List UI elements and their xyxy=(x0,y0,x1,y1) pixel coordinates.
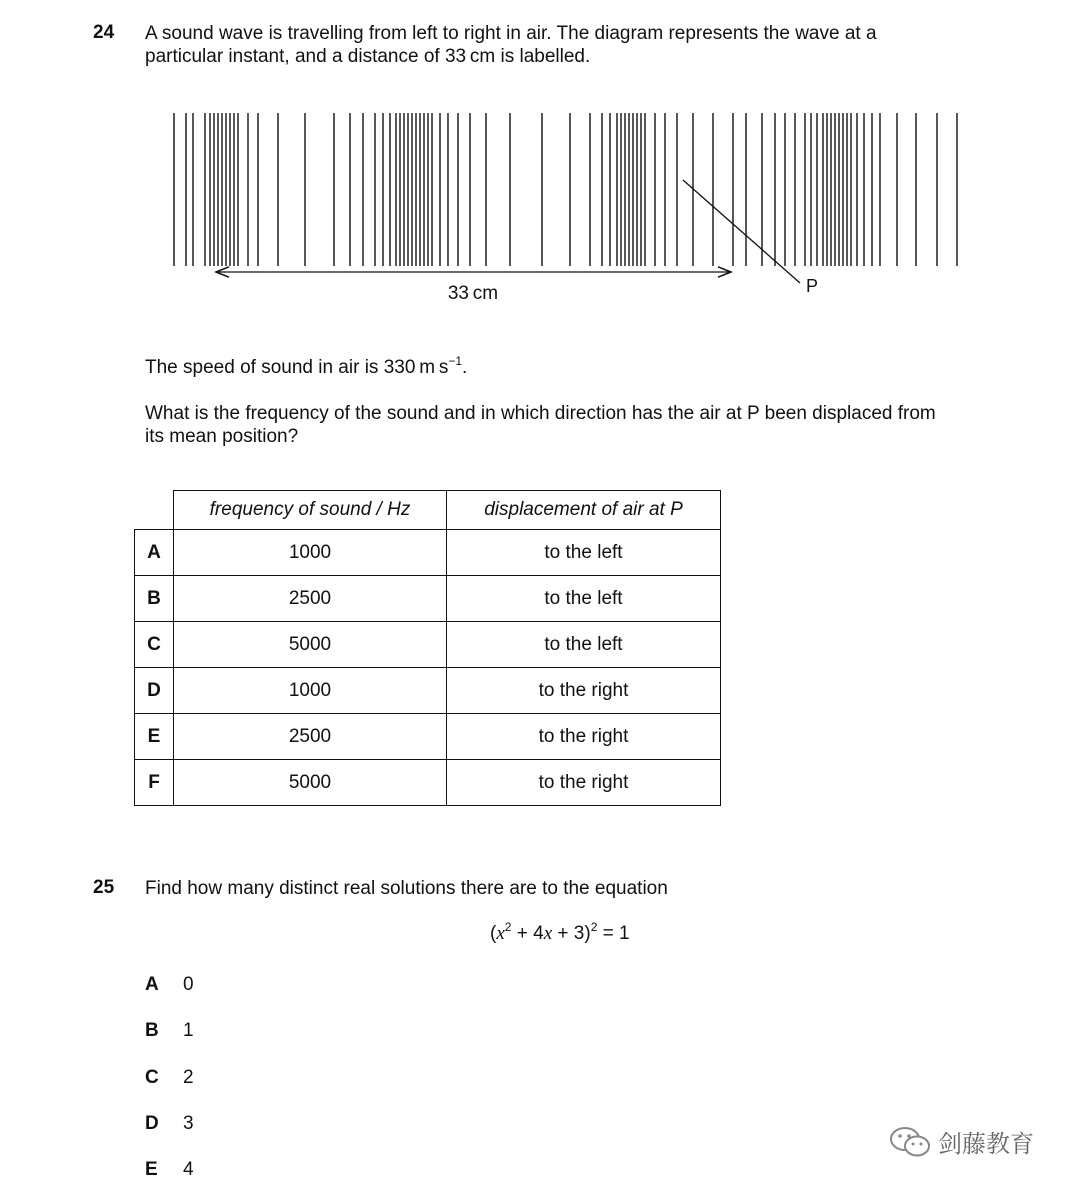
table-corner xyxy=(135,491,174,530)
table-row[interactable] xyxy=(135,714,721,760)
choice-letter: D xyxy=(145,1113,159,1134)
choice-d[interactable] xyxy=(145,1113,194,1135)
option-displacement: to the right xyxy=(447,668,721,714)
header-frequency: frequency of sound / Hz xyxy=(174,491,447,530)
choice-value: 3 xyxy=(183,1113,194,1134)
choice-value: 4 xyxy=(183,1159,194,1180)
option-letter: A xyxy=(135,530,174,576)
option-frequency: 2500 xyxy=(174,576,447,622)
choice-a[interactable] xyxy=(145,974,194,996)
watermark xyxy=(888,1124,1034,1159)
choice-c[interactable] xyxy=(145,1067,194,1089)
speed-period: . xyxy=(462,357,468,378)
eq-exp2: 2 xyxy=(590,919,598,934)
p-pointer-line xyxy=(683,180,800,283)
option-displacement: to the right xyxy=(447,760,721,806)
choice-value: 0 xyxy=(183,974,194,995)
choice-letter: B xyxy=(145,1020,159,1041)
choice-letter: C xyxy=(145,1067,159,1088)
table-row[interactable] xyxy=(135,622,721,668)
sound-wave-diagram xyxy=(0,0,1080,330)
eq-tail: + 3) xyxy=(552,923,591,944)
option-letter: F xyxy=(135,760,174,806)
choice-b[interactable] xyxy=(145,1020,194,1042)
compression-rarefaction-lines xyxy=(174,113,957,266)
eq-x1: x xyxy=(496,923,505,944)
question-number-25: 25 xyxy=(93,877,115,898)
option-frequency: 2500 xyxy=(174,714,447,760)
eq-x2: x xyxy=(543,923,553,944)
eq-open: ( xyxy=(490,923,497,944)
speed-text: The speed of sound in air is 330 m s xyxy=(145,357,449,378)
watermark-text: 剑藤教育 xyxy=(938,1131,1034,1158)
option-frequency: 5000 xyxy=(174,760,447,806)
wechat-icon xyxy=(888,1125,932,1159)
choice-letter: E xyxy=(145,1159,158,1180)
option-displacement: to the left xyxy=(447,622,721,668)
prompt-line-2: its mean position? xyxy=(145,426,299,447)
eq-rhs: = 1 xyxy=(597,923,630,944)
equation xyxy=(490,919,630,945)
point-p-label: P xyxy=(806,276,819,296)
question-number-24: 24 xyxy=(93,22,115,43)
answer-options-table xyxy=(134,490,721,806)
question-25-text: Find how many distinct real solutions there are to the equation xyxy=(145,878,668,899)
option-frequency: 5000 xyxy=(174,622,447,668)
choice-letter: A xyxy=(145,974,159,995)
choice-value: 2 xyxy=(183,1067,194,1088)
option-displacement: to the right xyxy=(447,714,721,760)
table-row[interactable] xyxy=(135,668,721,714)
option-displacement: to the left xyxy=(447,576,721,622)
option-letter: D xyxy=(135,668,174,714)
option-frequency: 1000 xyxy=(174,668,447,714)
prompt-line-1: What is the frequency of the sound and in which direction has the air at P been displaced from xyxy=(145,403,936,424)
intro-line-2: particular instant, and a distance of 33 cm is labelled. xyxy=(145,46,591,67)
header-displacement: displacement of air at P xyxy=(447,491,721,530)
option-letter: B xyxy=(135,576,174,622)
table-row[interactable] xyxy=(135,530,721,576)
question-24-prompt xyxy=(145,402,936,448)
choice-value: 1 xyxy=(183,1020,194,1041)
option-letter: E xyxy=(135,714,174,760)
eq-mid: + 4 xyxy=(511,923,544,944)
intro-line-1: A sound wave is travelling from left to right in air. The diagram represents the wave at a xyxy=(145,23,877,44)
eq-exp1: 2 xyxy=(504,919,512,934)
table-row[interactable] xyxy=(135,576,721,622)
option-frequency: 1000 xyxy=(174,530,447,576)
option-displacement: to the left xyxy=(447,530,721,576)
choice-e[interactable] xyxy=(145,1159,194,1181)
distance-label: 33 cm xyxy=(447,283,499,304)
speed-statement xyxy=(145,353,468,379)
speed-exponent: −1 xyxy=(448,353,463,368)
table-row[interactable] xyxy=(135,760,721,806)
option-letter: C xyxy=(135,622,174,668)
